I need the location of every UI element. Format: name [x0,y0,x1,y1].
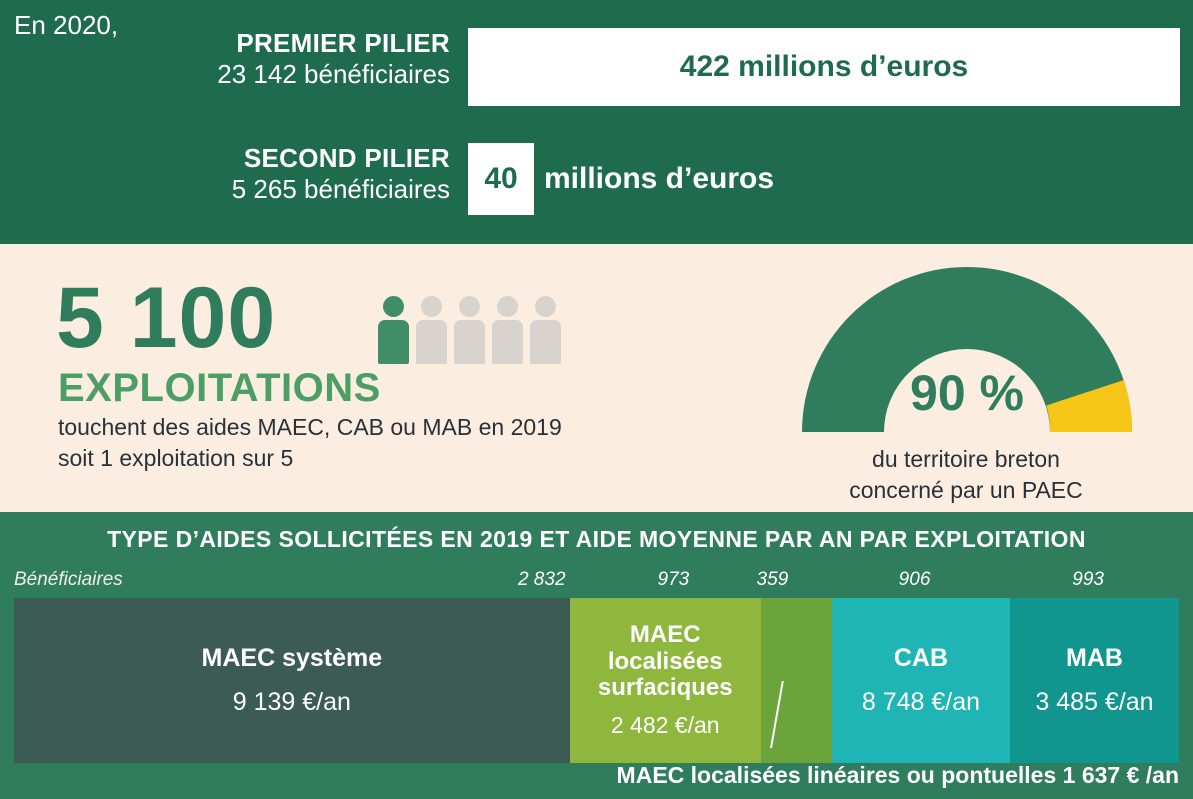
maec-lineaires-footnote: MAEC localisées linéaires ou pontuelles 1 637 € /an [616,762,1179,788]
second-pilier-amount-unit: millions d’euros [544,162,775,195]
bar-label-maec-systeme: MAEC système [201,644,383,672]
person-icon-filled [378,296,409,364]
gauge-value: 90 % [910,365,1024,421]
bar-label-maec-surfaciques-line-2: localisées [607,647,723,675]
person-icon-empty [530,296,561,364]
premier-pilier-row [0,28,1180,106]
gauge-caption [780,444,1152,506]
bar-value-cab: 8 748 €/an [861,688,981,716]
beneficiaries-value-cab: 906 [898,569,931,590]
second-pilier-name: SECOND PILIER [243,143,450,173]
bar-cab [832,598,1010,763]
people-pictogram [378,296,561,364]
second-pilier-amount-group [468,143,774,215]
stats-section [0,244,1193,512]
premier-pilier-name: PREMIER PILIER [236,28,450,58]
premier-pilier-text [0,28,468,106]
beneficiaries-value-maec-systeme: 2 832 [517,569,566,590]
bar-label-maec-surfaciques-line-3: surfaciques [597,674,733,702]
exploitations-count: 5 100 [56,270,277,366]
exploitations-description [58,412,562,474]
aid-types-section [0,512,1193,799]
person-icon-empty [492,296,523,364]
bar-value-maec-surfaciques: 2 482 €/an [610,712,720,739]
premier-pilier-beneficiaries: 23 142 bénéficiaires [217,58,450,89]
exploitations-description-line-1: touchent des aides MAEC, CAB ou MAB en 2019 [58,414,562,440]
gauge-baseline-mask [796,432,1138,444]
person-icon-empty [416,296,447,364]
bar-label-cab: CAB [893,644,949,672]
bar-label-mab: MAB [1066,644,1123,672]
beneficiaries-row-label: Bénéficiaires [14,569,123,590]
year-label: En 2020, [14,10,119,40]
premier-pilier-amount-bar: 422 millions d’euros [468,28,1180,106]
second-pilier-beneficiaries: 5 265 bénéficiaires [231,173,450,204]
pillars-section [0,0,1193,244]
beneficiaries-value-mab: 993 [1072,569,1104,590]
exploitations-label: EXPLOITATIONS [58,366,381,410]
beneficiaries-value-maec-surfaciques: 973 [657,569,690,590]
bar-maec-systeme [14,598,570,763]
bar-maec-localisees-surfaciques [570,598,761,763]
paec-gauge [796,254,1138,444]
gauge-caption-line-2: concerné par un PAEC [849,477,1083,504]
bar-label-maec-surfaciques-line-1: MAEC [629,620,701,648]
exploitations-description-line-2: soit 1 exploitation sur 5 [58,445,294,472]
aid-types-title: TYPE D’AIDES SOLLICITÉES EN 2019 ET AIDE MOYENNE PAR AN PAR EXPLOITATION [107,526,1086,552]
bar-value-maec-systeme: 9 139 €/an [232,688,351,716]
bar-value-mab: 3 485 €/an [1035,688,1154,716]
person-icon-empty [454,296,485,364]
beneficiaries-values-row [14,569,1179,593]
second-pilier-row [0,143,774,215]
gauge-caption-line-1: du territoire breton [872,446,1060,472]
second-pilier-amount-bar: 40 [468,143,534,215]
second-pilier-text [0,143,468,215]
beneficiaries-value-maec-lineaires: 359 [756,569,789,590]
bar-mab [1010,598,1179,763]
aid-types-bars [14,598,1179,763]
